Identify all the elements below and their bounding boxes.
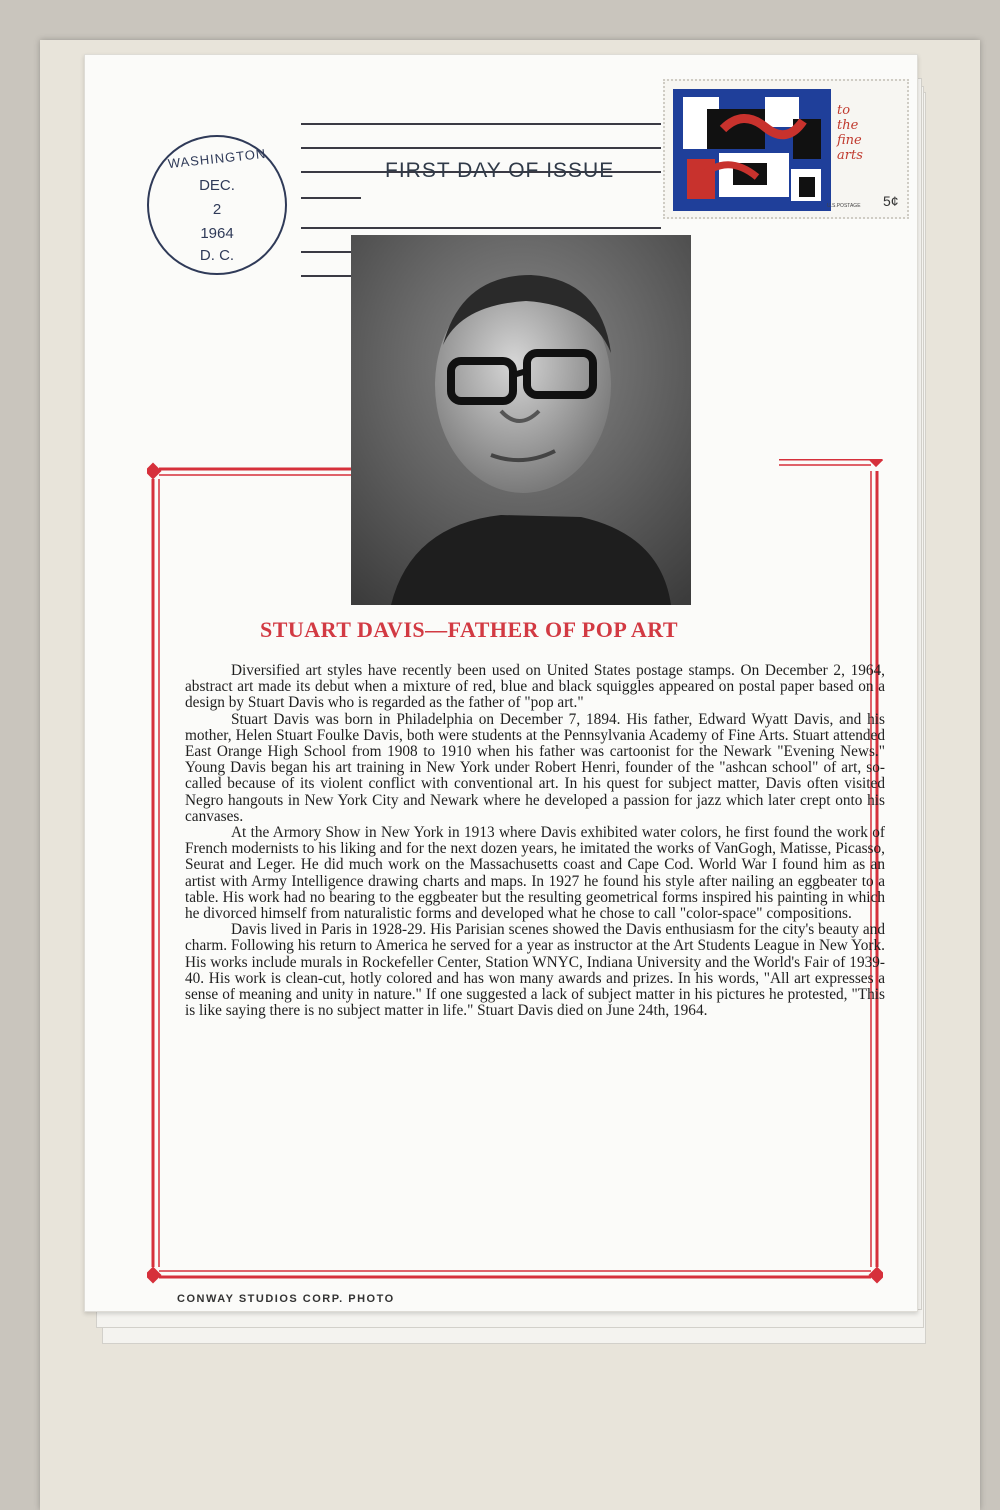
cancel-line — [301, 227, 661, 229]
cancel-line — [301, 197, 361, 199]
first-day-of-issue-text: FIRST DAY OF ISSUE — [385, 159, 615, 182]
stamp-caption-line: fine — [837, 133, 862, 148]
cancel-line — [301, 147, 661, 149]
first-day-cover-card — [84, 54, 918, 1312]
article-paragraph: At the Armory Show in New York in 1913 where Davis exhibited water colors, he first found the work of French modernists to his liking and for the next dozen years, he imitated the works of VanGogh, Matisse, Picasso, Seurat and Leger. He did much work on the Massachusetts coast and Cape Cod. World War I found him as an artist with Army Intelligence drawing charts and maps. In 1927 he found his style after nailing an eggbeater to a table. His work had no bearing to the eggbeater but the resulting geometrical forms inspired his painting in which he divorced himself from naturalistic forms and developed what he chose to call "color-space" compositions. — [185, 824, 885, 923]
postmark-city: WASHINGTON — [167, 145, 267, 172]
stamp-caption — [837, 103, 903, 163]
article-paragraph: Davis lived in Paris in 1928-29. His Parisian scenes showed the Davis enthusiasm for the city's beauty and charm. Following his return to America he served for a year as instructor at the Art Students League in New York. His works include murals in Rockefeller Center, Station WNYC, Indiana University and the World's Fair of 1939-40. His work is clean-cut, hotly colored and has won many awards and prizes. In his words, "All art expresses a sense of meaning and unity in nature." If one suggested a lack of subject matter in his pictures he protested, "This is like saying there is no subject matter in life." Stuart Davis died on June 24th, 1964. — [185, 921, 885, 1020]
article-body — [185, 663, 885, 1019]
stamp-denomination: 5¢ — [883, 193, 899, 209]
article-paragraph: Diversified art styles have recently been used on United States postage stamps. On December 2, 1964, abstract art made its debut when a mixture of red, blue and black squiggles appeared on postal paper based on a design by Stuart Davis who is regarded as the father of "pop art." — [185, 662, 885, 712]
postmark-state: D. C. — [199, 247, 235, 264]
stamp-caption-line: arts — [837, 148, 863, 163]
postmark-month: DEC. — [199, 177, 235, 194]
stamp-abstract-art — [673, 89, 831, 211]
stamp-postage-label: U.S.POSTAGE — [827, 203, 861, 209]
postmark-day: 2 — [212, 201, 222, 218]
cancel-line — [301, 123, 661, 125]
postage-stamp — [663, 79, 909, 219]
article-headline: STUART DAVIS—FATHER OF POP ART — [259, 617, 679, 642]
postmark-year: 1964 — [200, 225, 234, 242]
photo-credit: CONWAY STUDIOS CORP. PHOTO — [177, 1293, 395, 1305]
stamp-caption-line: the — [837, 118, 859, 133]
article-paragraph: Stuart Davis was born in Philadelphia on December 7, 1894. His father, Edward Wyatt Davis, and his mother, Helen Stuart Foulke Davis, both were students at the Pennsylvania Academy of Fine Arts. Stuart attended East Orange High School from 1908 to 1910 when his father was cartoonist for the Newark "Evening News." Young Davis began his art training in New York under Robert Henri, founder of the "ashcan school" of art, so-called because of its violent conflict with conventional art. In his quest for subject matter, Davis often visited Negro hangouts in New York City and Newark where he developed a passion for jazz which later crept onto his canvases. — [185, 710, 885, 825]
postmark — [147, 135, 287, 275]
stamp-caption-line: to — [837, 103, 851, 118]
